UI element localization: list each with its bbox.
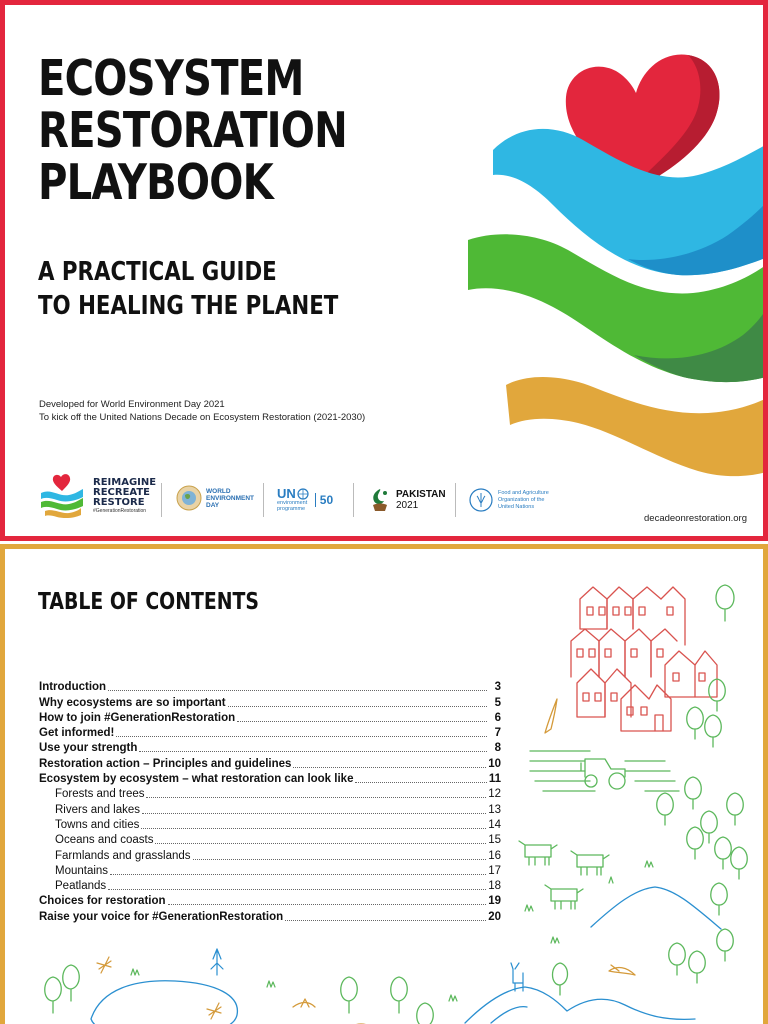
toc-list	[39, 679, 501, 924]
toc-entry[interactable]	[39, 710, 501, 725]
toc-entry-label: Forests and trees	[55, 788, 145, 801]
pakistan-logo	[369, 487, 446, 513]
toc-entry[interactable]	[39, 740, 501, 755]
tractor-icon	[530, 751, 679, 791]
wed-line: DAY	[206, 501, 220, 509]
reimagine-hashtag: #GenerationRestoration	[93, 508, 147, 514]
toc-leader-dots	[355, 782, 486, 783]
toc-entry-label: Farmlands and grasslands	[55, 849, 191, 862]
toc-entry-label: Raise your voice for #GenerationRestoration	[39, 910, 284, 923]
toc-entry-label: How to join #GenerationRestoration	[39, 711, 236, 724]
pakistan-line: PAKISTAN	[396, 489, 446, 500]
toc-title: TABLE OF CONTENTS	[38, 589, 259, 615]
toc-leader-dots	[142, 813, 486, 814]
fao-line: Organization of the	[498, 496, 545, 503]
toc-entry-label: Use your strength	[39, 742, 138, 755]
toc-entry-page: 13	[488, 803, 501, 816]
cover-title-line: PLAYBOOK	[38, 154, 273, 211]
toc-leader-dots	[228, 706, 487, 707]
gold-wave	[506, 377, 768, 476]
toc-entry[interactable]	[39, 893, 501, 908]
cover-notes	[39, 398, 365, 424]
deer-icon	[511, 963, 523, 991]
logo-divider	[161, 483, 162, 517]
toc-entry-page: 5	[494, 696, 501, 709]
toc-page	[0, 544, 768, 1024]
toc-entry[interactable]	[39, 771, 501, 786]
cow-icon	[519, 841, 609, 909]
toc-leader-dots	[285, 920, 486, 921]
toc-entry-label: Restoration action – Principles and guidelines	[39, 757, 292, 770]
cover-title	[38, 50, 347, 211]
unep-mark: UN	[277, 486, 296, 501]
toc-entry-page: 10	[488, 757, 501, 770]
houses-icon	[571, 587, 717, 731]
partner-logos	[33, 471, 593, 531]
lake-icon	[91, 981, 237, 1024]
reimagine-logo	[39, 471, 156, 521]
heart-waves-icon	[39, 471, 85, 521]
toc-entry-page: 16	[488, 849, 501, 862]
toc-leader-dots	[108, 690, 487, 691]
wed-logo	[176, 485, 254, 511]
toc-leader-dots	[108, 889, 486, 890]
logo-divider	[353, 483, 354, 517]
pakistan-line: 2021	[396, 500, 419, 511]
cover-title-line: ECOSYSTEM	[38, 50, 304, 107]
toc-entry[interactable]	[39, 908, 501, 923]
toc-entry-label: Why ecosystems are so important	[39, 696, 226, 709]
cover-subtitle-line: TO HEALING THE PLANET	[38, 291, 339, 321]
toc-leader-dots	[155, 843, 486, 844]
toc-entry[interactable]	[39, 817, 501, 832]
logo-divider	[263, 483, 264, 517]
toc-entry-page: 11	[488, 773, 501, 786]
unep-anniversary: 50	[315, 493, 333, 507]
toc-entry-page: 3	[494, 681, 501, 694]
reed-icon	[211, 949, 223, 975]
cover-title-line: RESTORATION	[38, 102, 347, 159]
toc-leader-dots	[146, 797, 486, 798]
toc-leader-dots	[110, 874, 486, 875]
toc-entry-label: Choices for restoration	[39, 895, 166, 908]
unep-line: programme	[277, 506, 306, 512]
toc-entry[interactable]	[39, 801, 501, 816]
toc-entry-label: Introduction	[39, 681, 107, 694]
toc-leader-dots	[293, 767, 486, 768]
toc-entry[interactable]	[39, 679, 501, 694]
toc-leader-dots	[116, 736, 487, 737]
toc-entry[interactable]	[39, 832, 501, 847]
cover-subtitle-line: A PRACTICAL GUIDE	[38, 257, 277, 287]
cover-note: To kick off the United Nations Decade on Ecosystem Restoration (2021-2030)	[39, 412, 366, 423]
pakistan-emblem-icon	[369, 487, 391, 513]
toc-leader-dots	[193, 859, 487, 860]
toc-entry[interactable]	[39, 786, 501, 801]
toc-entry-page: 7	[494, 727, 501, 740]
toc-entry-page: 15	[488, 834, 501, 847]
toc-entry-label: Rivers and lakes	[55, 803, 141, 816]
reimagine-line: RECREATE	[93, 487, 151, 498]
reimagine-line: RESTORE	[93, 497, 145, 508]
wed-line: ENVIRONMENT	[206, 494, 255, 502]
cover-subtitle	[38, 255, 338, 323]
toc-leader-dots	[141, 828, 486, 829]
un-emblem-icon	[297, 488, 309, 500]
heart-waves-illustration	[458, 45, 768, 485]
reimagine-line: REIMAGINE	[93, 477, 157, 488]
logo-divider	[455, 483, 456, 517]
toc-entry-page: 17	[488, 864, 501, 877]
mountain-icon	[465, 887, 721, 1023]
toc-entry-page: 12	[488, 788, 501, 801]
globe-icon	[176, 485, 202, 511]
toc-entry-label: Towns and cities	[55, 818, 140, 831]
fao-emblem-icon	[469, 488, 493, 512]
wed-line: WORLD	[206, 487, 231, 495]
fao-line: Food and Agriculture	[498, 489, 549, 496]
toc-entry[interactable]	[39, 725, 501, 740]
toc-leader-dots	[168, 904, 487, 905]
unep-logo	[277, 487, 333, 512]
unep-line: environment	[277, 500, 308, 506]
website-link[interactable]: decadeonrestoration.org	[644, 513, 747, 524]
toc-entry-page: 8	[494, 742, 501, 755]
toc-entry[interactable]	[39, 863, 501, 878]
dragonfly-icon	[97, 957, 221, 1019]
toc-entry-page: 19	[488, 895, 501, 908]
toc-entry[interactable]	[39, 755, 501, 770]
fao-line: United Nations	[498, 503, 535, 510]
toc-entry-label: Ecosystem by ecosystem – what restoration can look like	[39, 773, 354, 786]
toc-entry-page: 20	[488, 910, 501, 923]
toc-entry[interactable]	[39, 878, 501, 893]
cover-note: Developed for World Environment Day 2021	[39, 399, 225, 410]
toc-entry-label: Oceans and coasts	[55, 834, 154, 847]
toc-entry-label: Get informed!	[39, 727, 115, 740]
toc-entry-label: Mountains	[55, 864, 109, 877]
toc-entry-label: Peatlands	[55, 880, 107, 893]
fao-logo	[469, 488, 549, 512]
toc-entry-page: 6	[494, 711, 501, 724]
toc-leader-dots	[237, 721, 487, 722]
toc-entry-page: 18	[488, 880, 501, 893]
toc-entry[interactable]	[39, 847, 501, 862]
toc-leader-dots	[139, 751, 487, 752]
toc-entry[interactable]	[39, 694, 501, 709]
toc-entry-page: 14	[488, 818, 501, 831]
